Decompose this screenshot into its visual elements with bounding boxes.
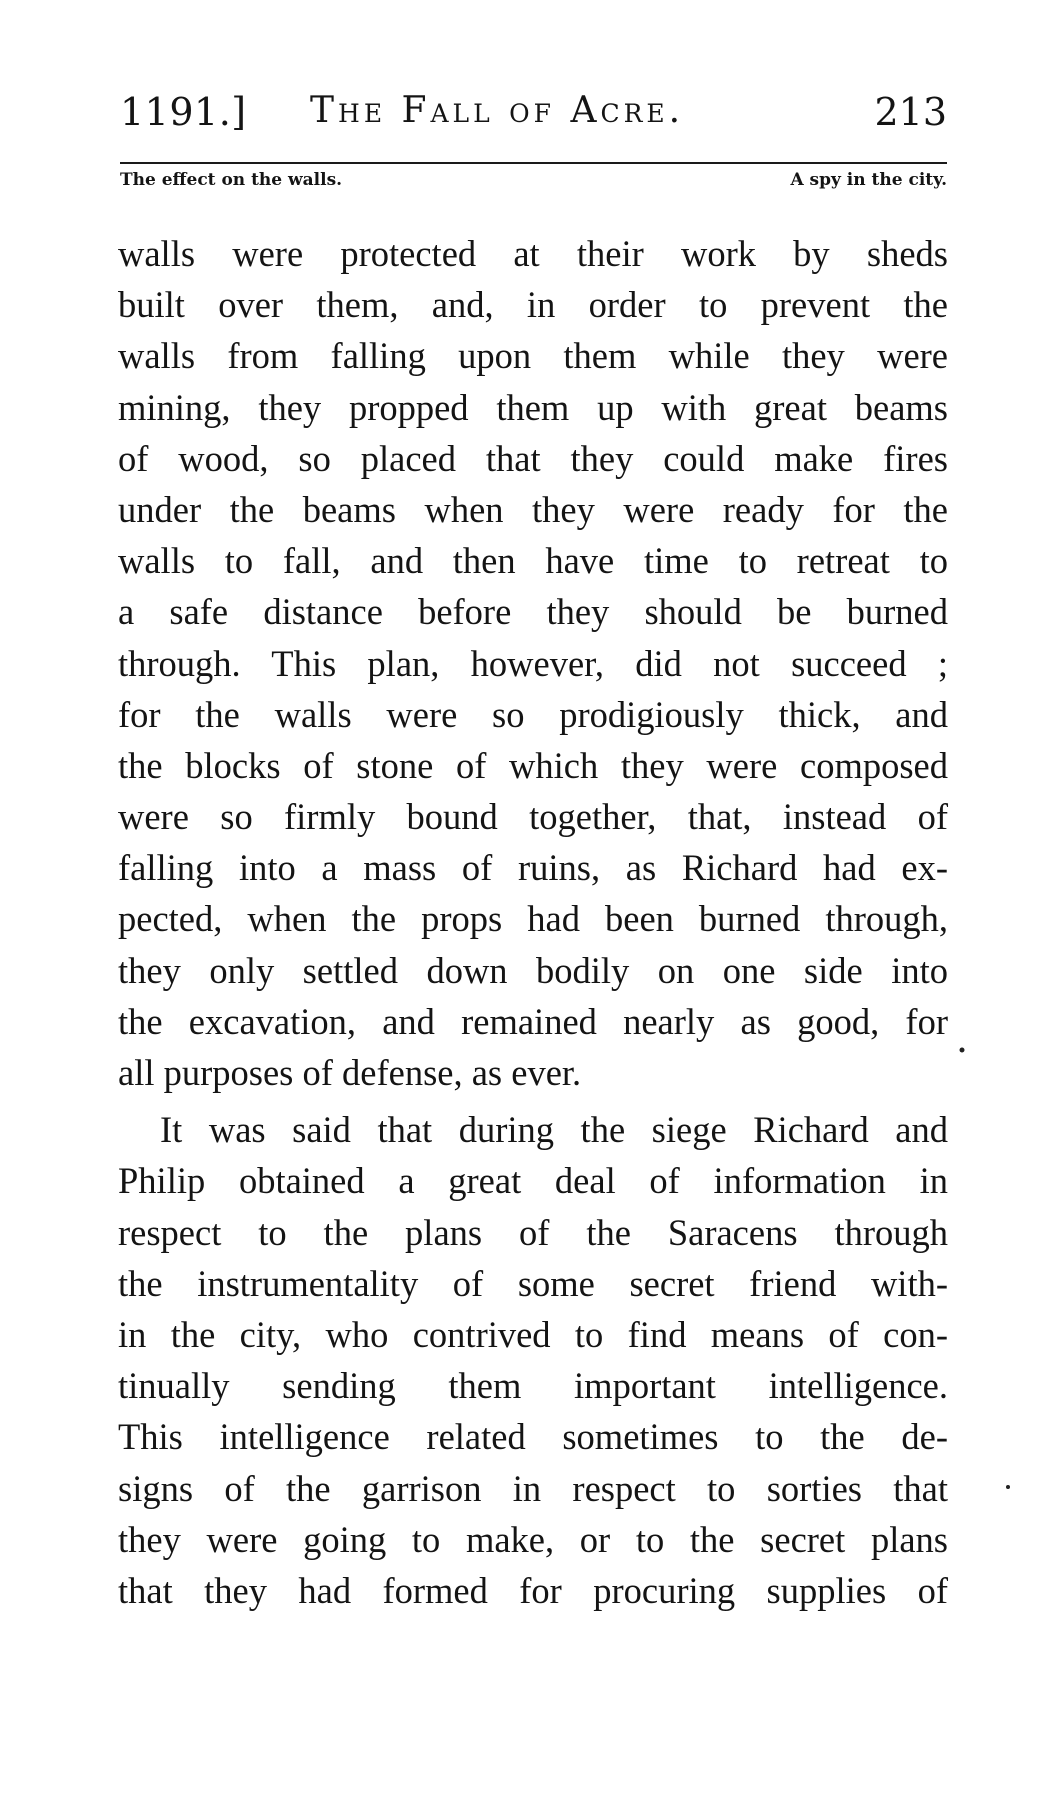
text-line: This intelligence related sometimes to the de- [118,1416,948,1458]
text-line: the instrumentality of some secret friend with- [118,1262,948,1304]
text-line: walls to fall, and then have time to retreat to [118,540,948,582]
text-line: walls from falling upon them while they were [118,335,948,377]
text-line: built over them, and, in order to prevent the [118,284,948,326]
text-line: under the beams when they were ready for the [118,488,948,530]
text-line: walls were protected at their work by sheds [118,233,948,274]
ink-speck [1006,1485,1010,1489]
text-line: tinually sending them important intelligence. [118,1365,948,1407]
text-line: the blocks of stone of which they were composed [118,744,948,786]
text-line: Philip obtained a great deal of information in [118,1160,948,1202]
text-line: a safe distance before they should be burned [118,591,948,633]
page-number: 213 [874,90,947,134]
ink-speck [960,1048,965,1053]
header-year: 1191.] [120,90,247,134]
text-line: the excavation, and remained nearly as good, for [118,1000,948,1042]
text-line: were so firmly bound together, that, instead of [118,796,948,838]
text-line: they were going to make, or to the secret plans [118,1518,948,1560]
text-line: signs of the garrison in respect to sorties that [118,1467,948,1509]
text-line: through. This plan, however, did not succeed ; [118,642,948,684]
text-line: for the walls were so prodigiously thick, and [118,693,948,735]
header-title: The Fall of Acre. [310,90,685,131]
text-line: they only settled down bodily on one side into [118,949,948,991]
text-line: pected, when the props had been burned through, [118,898,948,940]
text-line: that they had formed for procuring supplies of [118,1569,948,1611]
text-line: respect to the plans of the Saracens through [118,1211,948,1253]
text-line: mining, they propped them up with great beams [118,386,948,428]
sidenote-right: A spy in the city. [790,170,947,190]
sidenote-left: The effect on the walls. [120,170,343,190]
text-line: all purposes of defense, as ever. [118,1052,582,1093]
text-line: falling into a mass of ruins, as Richard had ex- [118,847,948,889]
text-line: It was said that during the siege Richard and [160,1109,948,1151]
text-line: in the city, who contrived to find means of con- [118,1313,948,1355]
text-line: of wood, so placed that they could make fires [118,437,948,479]
